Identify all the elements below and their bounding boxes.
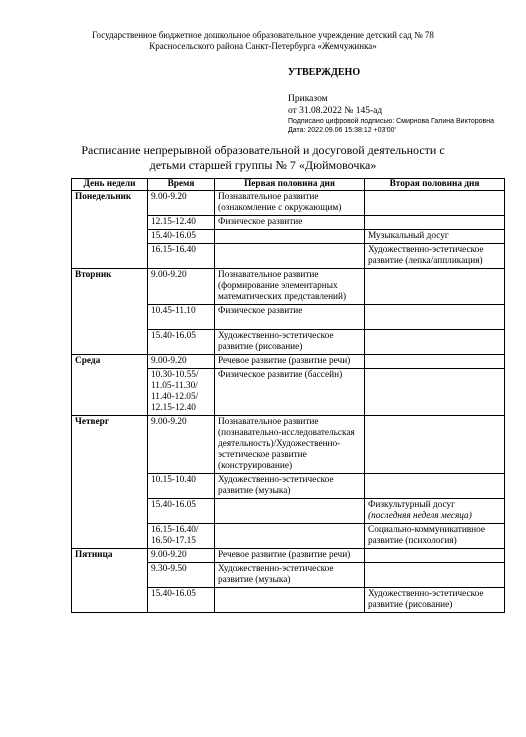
first-half-cell: Физическое развитие (бассейн) bbox=[215, 369, 365, 416]
first-half-cell: Познавательное развитие (познавательно-исследовательская деятельность)/Художественно-эстетическое развитие (конструирование) bbox=[215, 416, 365, 474]
time-cell: 9.00-9.20 bbox=[148, 416, 215, 474]
time-cell: 9.30-9.50 bbox=[148, 563, 215, 588]
first-half-cell bbox=[215, 230, 365, 244]
title-line-2: детьми старшей группы № 7 «Дюймовочка» bbox=[149, 158, 377, 172]
signature-date: Дата: 2022.09.06 15:38:12 +03'00' bbox=[288, 127, 396, 134]
time-cell: 9.00-9.20 bbox=[148, 355, 215, 369]
time-cell: 9.00-9.20 bbox=[148, 269, 215, 305]
first-half-cell: Речевое развитие (развитие речи) bbox=[215, 355, 365, 369]
table-row bbox=[72, 416, 505, 474]
time-cell: 12.15-12.40 bbox=[148, 216, 215, 230]
day-cell: Четверг bbox=[72, 416, 148, 549]
time-cell: 15.40-16.05 bbox=[148, 230, 215, 244]
second-half-cell: Музыкальный досуг bbox=[365, 230, 505, 244]
signature-signer: Подписано цифровой подписью: Смирнова Галина Викторовна bbox=[288, 118, 495, 125]
second-half-cell bbox=[365, 563, 505, 588]
time-cell: 10.30-10.55/ 11.05-11.30/ 11.40-12.05/ 12.15-12.40 bbox=[148, 369, 215, 416]
first-half-cell: Речевое развитие (развитие речи) bbox=[215, 549, 365, 563]
title-line-1: Расписание непрерывной образовательной и досуговой деятельности с bbox=[81, 143, 445, 157]
institution-header bbox=[0, 30, 526, 52]
second-half-cell bbox=[365, 369, 505, 416]
second-half-cell: Художественно-эстетическое развитие (рисование) bbox=[365, 588, 505, 613]
second-half-cell bbox=[365, 305, 505, 330]
time-cell: 9.00-9.20 bbox=[148, 191, 215, 216]
first-half-cell bbox=[215, 244, 365, 269]
first-half-cell: Художественно-эстетическое развитие (музыка) bbox=[215, 474, 365, 499]
table-row bbox=[72, 355, 505, 369]
first-half-cell bbox=[215, 588, 365, 613]
first-half-cell bbox=[215, 499, 365, 524]
first-half-cell bbox=[215, 524, 365, 549]
day-cell: Среда bbox=[72, 355, 148, 416]
order-reference: от 31.08.2022 № 145-ад bbox=[288, 106, 383, 116]
column-header-first-half: Первая половина дня bbox=[215, 179, 365, 191]
schedule-title bbox=[0, 143, 526, 173]
table-row bbox=[72, 269, 505, 305]
first-half-cell: Физическое развитие bbox=[215, 305, 365, 330]
second-half-cell bbox=[365, 416, 505, 474]
time-cell: 16.15-16.40/ 16.50-17.15 bbox=[148, 524, 215, 549]
second-half-cell bbox=[365, 191, 505, 216]
second-half-cell: Социально-коммуникативное развитие (психология) bbox=[365, 524, 505, 549]
second-half-cell bbox=[365, 499, 505, 524]
time-cell: 9.00-9.20 bbox=[148, 549, 215, 563]
institution-name: Государственное бюджетное дошкольное образовательное учреждение детский сад № 78 bbox=[92, 30, 434, 40]
order-label: Приказом bbox=[288, 94, 328, 104]
first-half-cell: Художественно-эстетическое развитие (рисование) bbox=[215, 330, 365, 355]
time-cell: 10.15-10.40 bbox=[148, 474, 215, 499]
first-half-cell: Познавательное развитие (формирование элементарных математических представлений) bbox=[215, 269, 365, 305]
column-header-time: Время bbox=[148, 179, 215, 191]
column-header-day: День недели bbox=[72, 179, 148, 191]
day-cell: Пятница bbox=[72, 549, 148, 613]
time-cell: 15.40-16.05 bbox=[148, 588, 215, 613]
second-half-cell bbox=[365, 355, 505, 369]
second-half-cell: Художественно-эстетическое развитие (лепка/аппликация) bbox=[365, 244, 505, 269]
table-header-row bbox=[72, 179, 505, 191]
second-half-activity: Физкультурный досуг bbox=[368, 500, 455, 510]
second-half-cell bbox=[365, 474, 505, 499]
time-cell: 16.15-16.40 bbox=[148, 244, 215, 269]
first-half-cell: Художественно-эстетическое развитие (музыка) bbox=[215, 563, 365, 588]
time-cell: 15.40-16.05 bbox=[148, 499, 215, 524]
time-cell: 10.45-11.10 bbox=[148, 305, 215, 330]
day-cell: Вторник bbox=[72, 269, 148, 355]
approval-stamp: УТВЕРЖДЕНО bbox=[288, 67, 361, 78]
first-half-cell: Физическое развитие bbox=[215, 216, 365, 230]
second-half-cell bbox=[365, 269, 505, 305]
order-block bbox=[288, 93, 382, 117]
day-cell: Понедельник bbox=[72, 191, 148, 269]
time-cell: 15.40-16.05 bbox=[148, 330, 215, 355]
digital-signature bbox=[288, 117, 494, 135]
activity-note: (последняя неделя месяца) bbox=[368, 511, 472, 521]
column-header-second-half: Вторая половина дня bbox=[365, 179, 505, 191]
table-row bbox=[72, 549, 505, 563]
second-half-cell bbox=[365, 216, 505, 230]
table-row bbox=[72, 191, 505, 216]
second-half-cell bbox=[365, 330, 505, 355]
first-half-cell: Познавательное развитие (ознакомление с окружающим) bbox=[215, 191, 365, 216]
institution-district: Красносельского района Санкт-Петербурга «Жемчужинка» bbox=[149, 41, 377, 51]
schedule-table bbox=[71, 178, 505, 613]
second-half-cell bbox=[365, 549, 505, 563]
